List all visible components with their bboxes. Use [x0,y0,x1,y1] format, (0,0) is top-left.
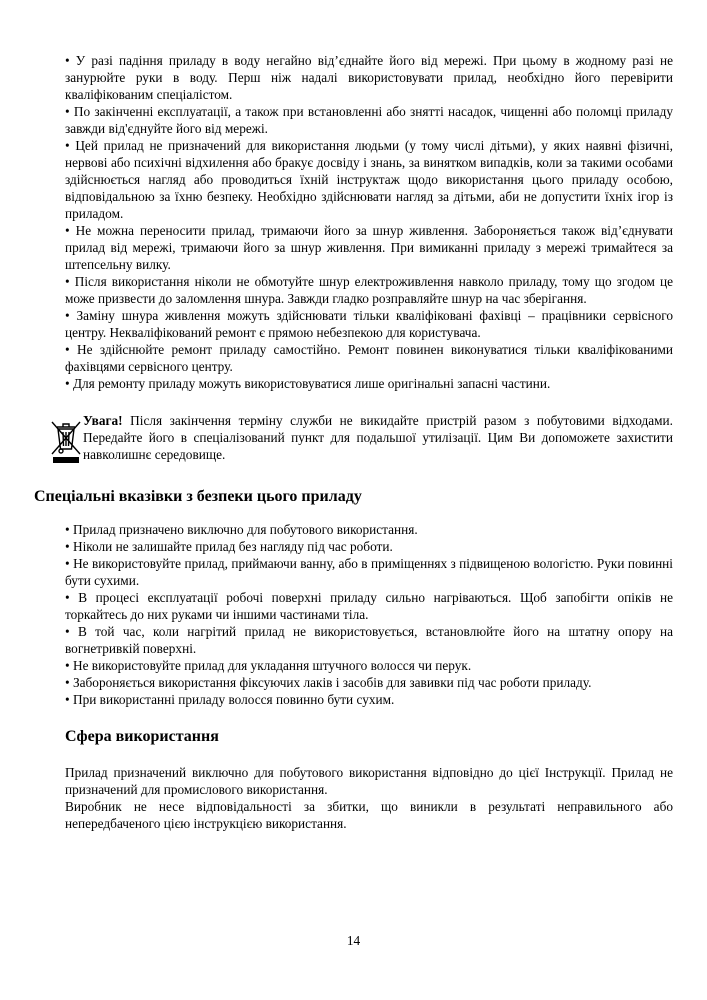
page-number: 14 [346,933,361,948]
section-heading-scope: Сфера використання [65,728,219,745]
list-item: • По закінченні експлуатації, а також при встановленні або знятті насадок, чищенні або поломці приладу завжди від'єднуйте його від мережі. [65,104,673,136]
list-item: • При використанні приладу волосся повинно бути сухим. [65,692,395,707]
list-item: • У разі падіння приладу в воду негайно від’єднайте його від мережі. При цьому в жодному разі не занурюйте руки в воду. Перш ніж надалі використовувати прилад, необхідно його перевірити кваліфікованим спеціалістом. [65,53,673,102]
scope-text [65,764,673,832]
list-item: • Прилад призначено виключно для побутового використання. [65,522,418,537]
list-item: • Після використання ніколи не обмотуйте шнур електроживлення навколо приладу, тому що згодом це може призвести до заломлення шнура. Завжди гладко розправляйте шнур на час зберігання. [65,274,673,306]
special-list [65,521,673,708]
list-item: • Не здійснюйте ремонт приладу самостійно. Ремонт повинен виконуватися тільки кваліфікованими фахівцями сервісного центру. [65,342,673,374]
crossed-out-wheelie-bin-icon [48,418,84,464]
list-item: • Не використовуйте прилад, приймаючи ванну, або в приміщеннях з підвищеною вологістю. Руки повинні бути сухими. [65,556,673,588]
list-item: • Не використовуйте прилад для укладання штучного волосся чи перук. [65,658,472,673]
section-heading-special: Спеціальні вказівки з безпеки цього приладу [34,488,362,505]
warning-label: Увага! [83,413,123,428]
list-item: • Заміну шнура живлення можуть здійснювати тільки кваліфіковані фахівці – працівники сервісного центру. Некваліфікований ремонт є прямою небезпекою для користувача. [65,308,673,340]
warning-body: Після закінчення терміну служби не викидайте пристрій разом з побутовими відходами. Передайте його в спеціалізований пункт для подальшої утилізації. Цим Ви допоможете захистити навколишнє середовище. [83,413,673,462]
list-item: • В той час, коли нагрітий прилад не використовується, встановлюйте його на штатну опору на вогнетривкій поверхні. [65,624,673,656]
scope-paragraph: Виробник не несе відповідальності за збитки, що виникли в результаті неправильного або непередбаченого цією інструкцією використання. [65,799,673,831]
warning-text [83,412,673,463]
scope-paragraph: Прилад призначений виключно для побутового використання відповідно до цієї Інструкції. Прилад не призначений для промислового використання. [65,765,673,797]
safety-list [65,52,673,392]
list-item: • Для ремонту приладу можуть використовуватися лише оригінальні запасні частини. [65,376,551,391]
list-item: • Ніколи не залишайте прилад без нагляду під час роботи. [65,539,393,554]
list-item: • Цей прилад не призначений для використання людьми (у тому числі дітьми), у яких наявні фізичні, нервові або психічні відхилення або бракує досвіду і знань, за винятком випадків, коли за такими особами здійснюється нагляд або проводиться їхній інструктаж щодо використання цього приладу особою, відповідальною за їхню безпеку. Необхідно здійснювати нагляд за дітьми, аби не допустити їхніх ігор із приладом. [65,138,673,221]
list-item: • Забороняється використання фіксуючих лаків і засобів для завивки під час роботи приладу. [65,675,592,690]
list-item: • Не можна переносити прилад, тримаючи його за шнур живлення. Забороняється також від’єднувати прилад від мережі, тримаючи його за шнур живлення. При вимиканні приладу з мережі тримайтеся за штепсельну вилку. [65,223,673,272]
list-item: • В процесі експлуатації робочі поверхні приладу сильно нагріваються. Щоб запобігти опіків не торкайтесь до них руками чи іншими частинами тіла. [65,590,673,622]
